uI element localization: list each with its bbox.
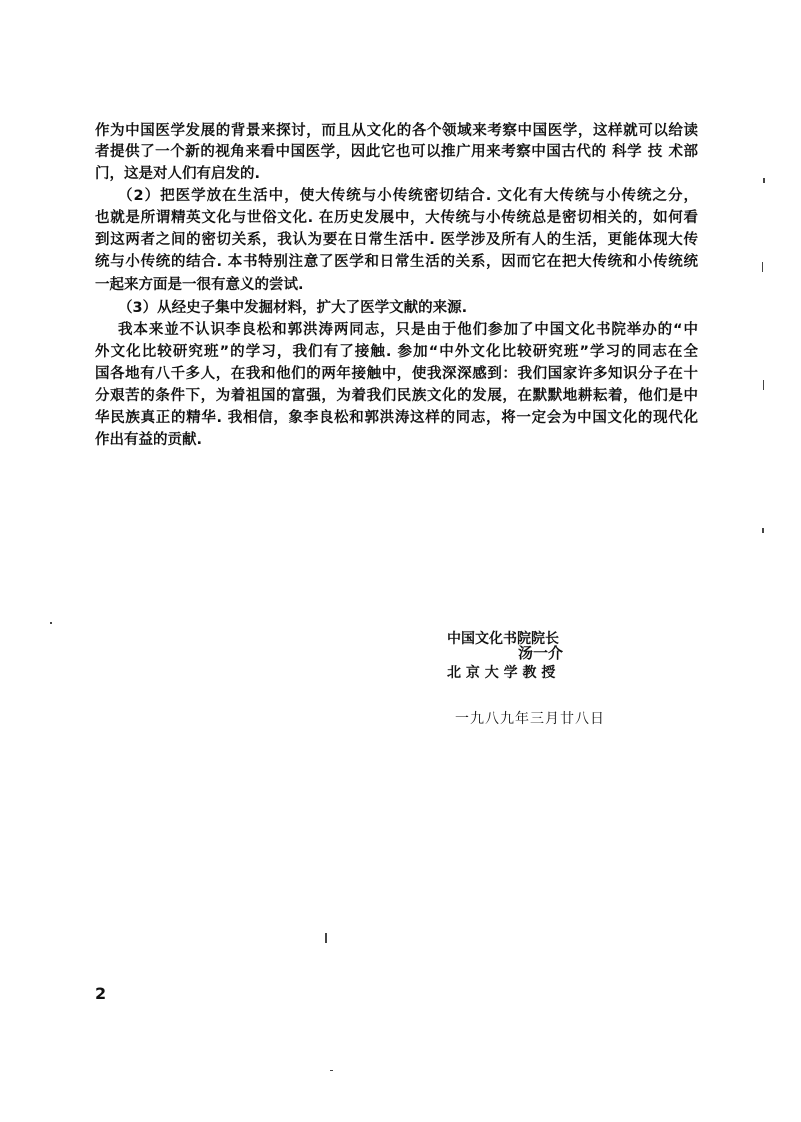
scan-speck: [330, 1070, 333, 1071]
text-line: 一起来方面是一很有意义的尝试.: [95, 277, 304, 293]
signature-title-professor: 北 京 大 学 教 授: [447, 665, 556, 681]
scan-speck: [325, 933, 327, 943]
text-line: 外文化比较研究班”的学习，我们有了接触. 参加“中外文化比较研究班”学习的同志在全: [95, 344, 698, 360]
text-line: 分艰苦的条件下，为着祖国的富强，为着我们民族文化的发展，在默默地耕耘着，他们是中: [95, 388, 698, 404]
text-line: 门，这是对人们有启发的.: [95, 166, 261, 182]
signature-date: 一九八九年三月廿八日: [455, 711, 605, 727]
text-line: 者提供了一个新的视角来看中国医学，因此它也可以推广用来考察中国古代的 科学 技 术部: [95, 144, 698, 160]
text-line: 作为中国医学发展的背景来探讨，而且从文化的各个领域来考察中国医学，这样就可以给读: [95, 123, 698, 139]
text-line: 统与小传统的结合. 本书特别注意了医学和日常生活的关系，因而它在把大传统和小传统统: [95, 254, 698, 270]
text-line: 我本来並不认识李良松和郭洪涛两同志，只是由于他们参加了中国文化书院举办的“中: [118, 322, 698, 338]
scan-speck: [50, 622, 52, 624]
scan-speck: [763, 380, 764, 390]
signature-title-president: 中国文化书院院长: [447, 631, 559, 647]
text-line: 也就是所谓精英文化与世俗文化. 在历史发展中，大传统与小传统总是密切相关的，如何看: [95, 210, 698, 226]
text-line: （2）把医学放在生活中，使大传统与小传统密切结合. 文化有大传统与小传统之分，: [118, 188, 698, 204]
page-number: 2: [95, 984, 107, 1003]
scan-speck: [763, 178, 765, 183]
text-line: 作出有益的贡献.: [95, 432, 203, 448]
text-line: 华民族真正的精华. 我相信，象李良松和郭洪涛这样的同志，将一定会为中国文化的现代化: [95, 410, 698, 426]
text-line: （3）从经史子集中发掘材料，扩大了医学文献的来源.: [118, 300, 468, 316]
scan-speck: [762, 528, 764, 533]
signature-name: 汤一介: [518, 644, 564, 662]
scan-speck: [762, 262, 763, 272]
text-line: 到这两者之间的密切关系，我认为要在日常生活中. 医学涉及所有人的生活，更能体现大传: [95, 232, 698, 248]
text-line: 国各地有八千多人，在我和他们的两年接触中，使我深深感到：我们国家许多知识分子在十: [95, 366, 698, 382]
